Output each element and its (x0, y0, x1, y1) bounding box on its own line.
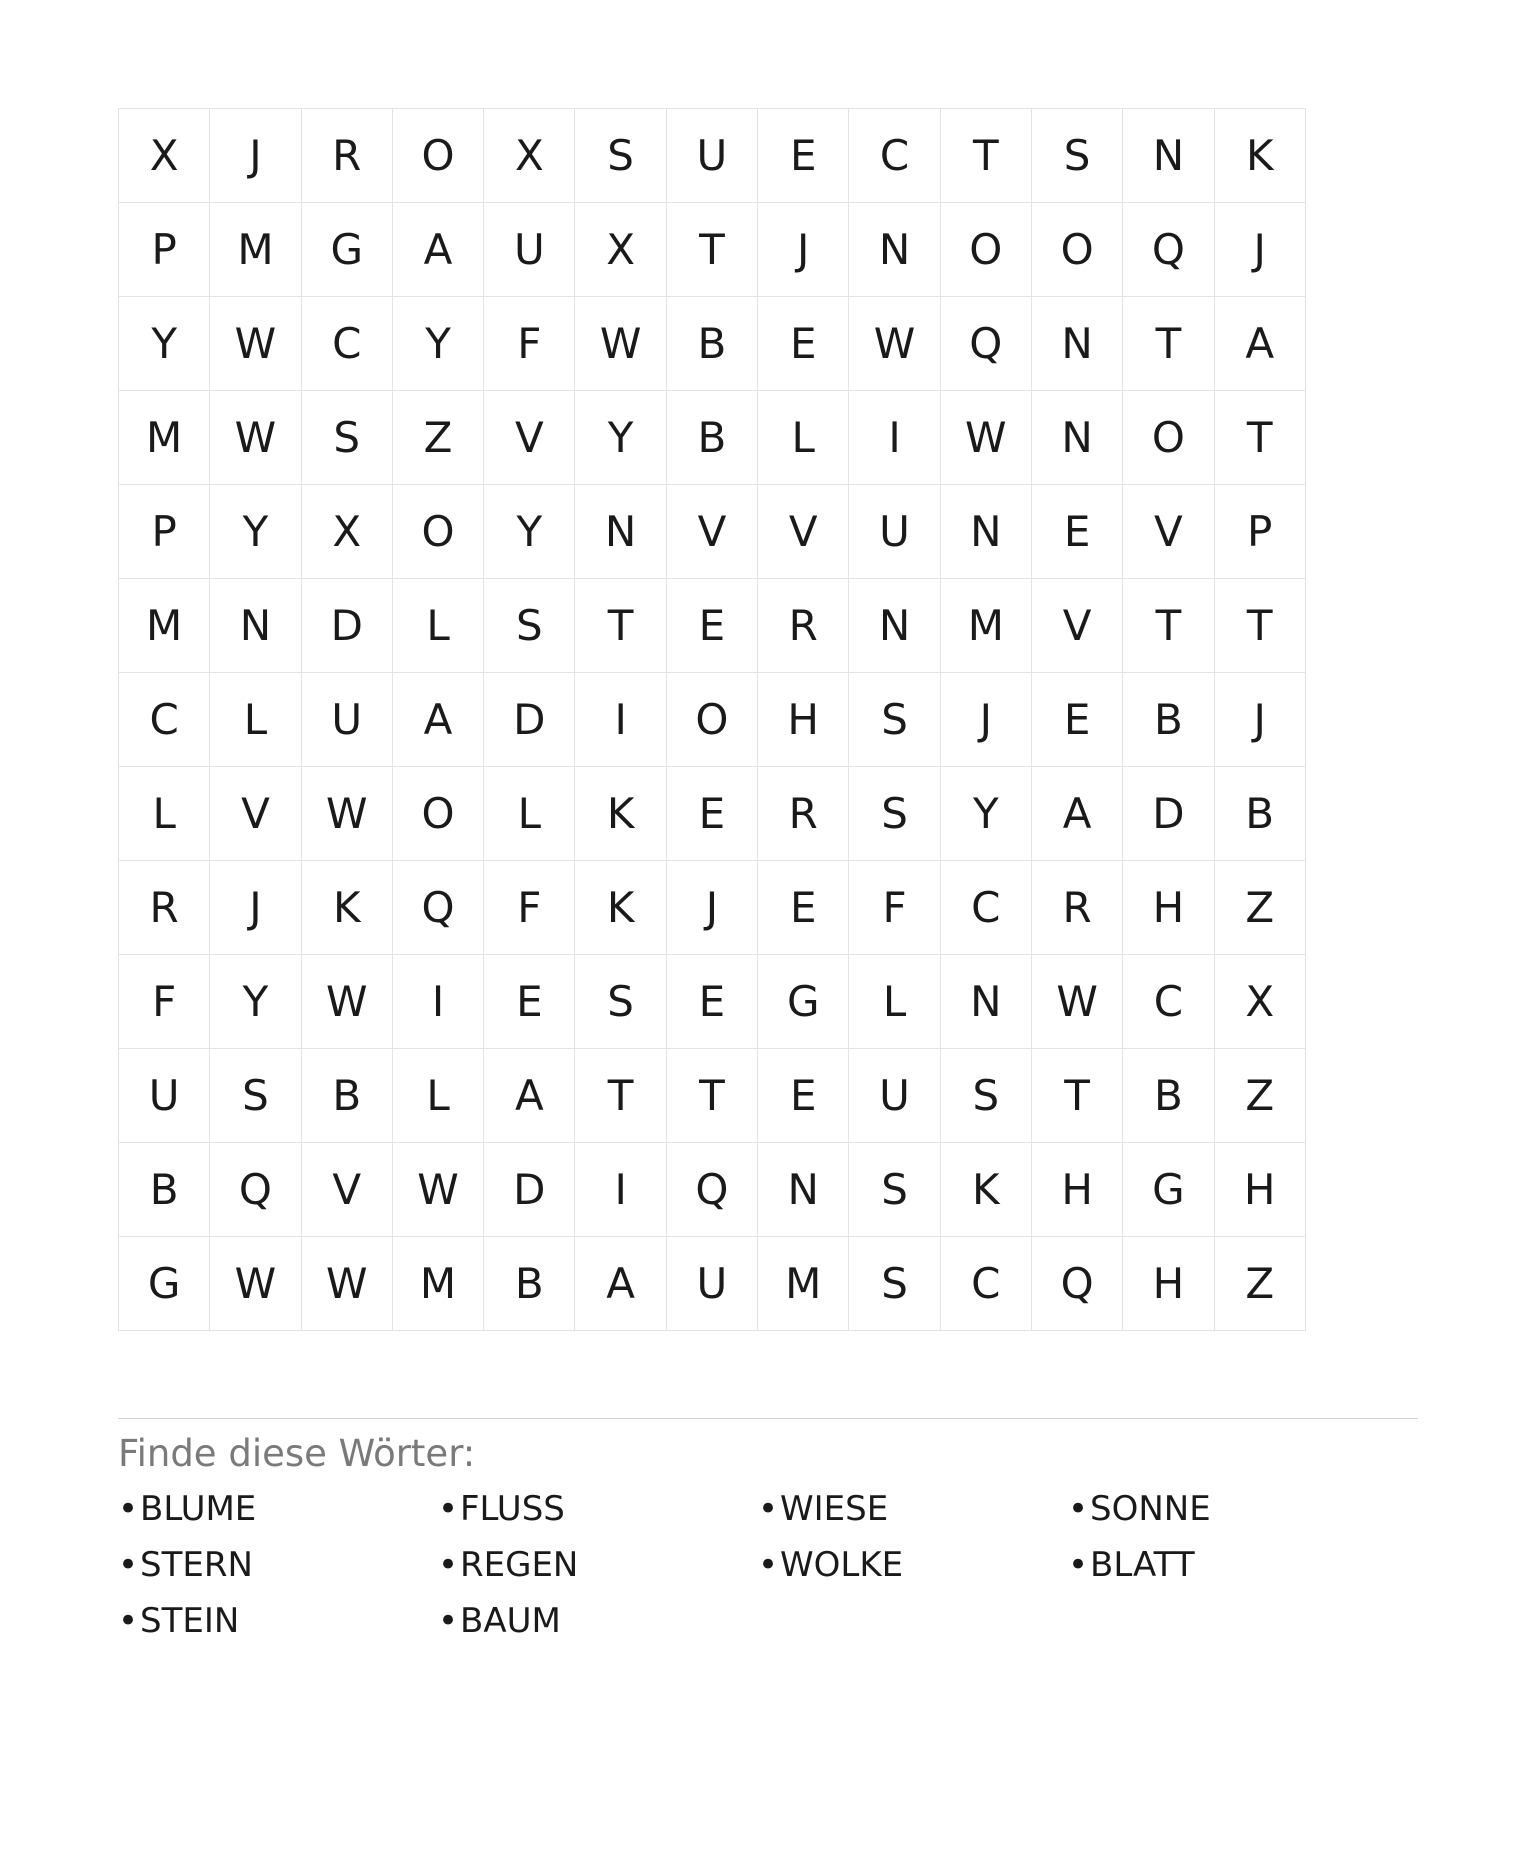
grid-cell[interactable]: M (210, 203, 301, 297)
grid-row (119, 1049, 1306, 1143)
word-list-item[interactable] (438, 1601, 578, 1641)
grid-cell[interactable]: D (484, 673, 575, 767)
grid-cell[interactable]: F (484, 861, 575, 955)
grid-cell[interactable]: H (1214, 1143, 1305, 1237)
grid-cell[interactable]: O (1031, 203, 1122, 297)
grid-row (119, 485, 1306, 579)
word-list-column (118, 1489, 257, 1660)
grid-row (119, 109, 1306, 203)
grid-cell[interactable]: H (1123, 1237, 1214, 1331)
letter-grid-container (118, 108, 1276, 1331)
bullet-icon: • (118, 1545, 139, 1585)
grid-cell[interactable]: U (849, 485, 940, 579)
grid-cell[interactable]: E (666, 767, 757, 861)
grid-cell[interactable]: J (210, 861, 301, 955)
grid-cell[interactable]: V (1123, 485, 1214, 579)
grid-cell[interactable]: I (392, 955, 483, 1049)
grid-cell[interactable]: Q (210, 1143, 301, 1237)
bullet-icon: • (758, 1489, 779, 1529)
grid-cell[interactable]: E (484, 955, 575, 1049)
word-list-column (1068, 1489, 1211, 1604)
grid-cell[interactable]: N (1031, 297, 1122, 391)
bullet-icon: • (118, 1601, 139, 1641)
grid-cell[interactable]: S (301, 391, 392, 485)
grid-row (119, 391, 1306, 485)
grid-cell[interactable]: J (1214, 203, 1305, 297)
word-label: BLATT (1090, 1545, 1195, 1585)
grid-cell[interactable]: A (1214, 297, 1305, 391)
grid-cell[interactable]: O (392, 109, 483, 203)
grid-cell[interactable]: M (119, 579, 210, 673)
grid-cell[interactable]: L (392, 579, 483, 673)
grid-cell[interactable]: Z (392, 391, 483, 485)
grid-cell[interactable]: S (940, 1049, 1031, 1143)
grid-cell[interactable]: B (1214, 767, 1305, 861)
grid-cell[interactable]: P (119, 485, 210, 579)
word-label: STEIN (140, 1601, 240, 1641)
grid-cell[interactable]: U (119, 1049, 210, 1143)
grid-cell[interactable]: S (1031, 109, 1122, 203)
word-list-item[interactable] (118, 1545, 256, 1585)
grid-cell[interactable]: S (849, 1143, 940, 1237)
grid-cell[interactable]: N (1031, 391, 1122, 485)
grid-cell[interactable]: B (484, 1237, 575, 1331)
grid-cell[interactable]: T (1123, 297, 1214, 391)
grid-cell[interactable]: M (758, 1237, 849, 1331)
grid-cell[interactable]: C (940, 861, 1031, 955)
grid-cell[interactable]: T (1214, 391, 1305, 485)
grid-cell[interactable]: B (119, 1143, 210, 1237)
grid-cell[interactable]: Y (210, 955, 301, 1049)
grid-cell[interactable]: N (210, 579, 301, 673)
grid-cell[interactable]: L (119, 767, 210, 861)
bullet-icon: • (118, 1489, 139, 1529)
grid-cell[interactable]: K (301, 861, 392, 955)
grid-cell[interactable]: E (666, 955, 757, 1049)
grid-cell[interactable]: Z (1214, 861, 1305, 955)
grid-cell[interactable]: T (666, 203, 757, 297)
grid-cell[interactable]: U (484, 203, 575, 297)
word-list-column (758, 1489, 904, 1604)
grid-cell[interactable]: Y (210, 485, 301, 579)
grid-cell[interactable]: J (1214, 673, 1305, 767)
grid-cell[interactable]: K (1214, 109, 1305, 203)
grid-cell[interactable]: Q (1123, 203, 1214, 297)
grid-cell[interactable]: P (119, 203, 210, 297)
grid-row (119, 1143, 1306, 1237)
grid-cell[interactable]: Q (1031, 1237, 1122, 1331)
grid-cell[interactable]: V (758, 485, 849, 579)
word-list-item[interactable] (438, 1545, 579, 1585)
grid-cell[interactable]: Y (940, 767, 1031, 861)
grid-cell[interactable]: O (666, 673, 757, 767)
grid-cell[interactable]: O (392, 767, 483, 861)
grid-cell[interactable]: H (758, 673, 849, 767)
bullet-icon: • (1068, 1489, 1089, 1529)
grid-row (119, 1237, 1306, 1331)
grid-row (119, 673, 1306, 767)
grid-cell[interactable]: O (940, 203, 1031, 297)
grid-cell[interactable]: Z (1214, 1237, 1305, 1331)
word-list-item[interactable] (758, 1489, 903, 1529)
grid-cell[interactable]: A (575, 1237, 666, 1331)
grid-row (119, 579, 1306, 673)
grid-cell[interactable]: N (940, 955, 1031, 1049)
grid-cell[interactable]: Y (575, 391, 666, 485)
grid-cell[interactable]: S (849, 1237, 940, 1331)
grid-cell[interactable]: R (758, 767, 849, 861)
grid-cell[interactable]: M (119, 391, 210, 485)
grid-cell[interactable]: L (484, 767, 575, 861)
grid-cell[interactable]: E (758, 1049, 849, 1143)
grid-cell[interactable]: H (1123, 861, 1214, 955)
grid-cell[interactable]: S (575, 109, 666, 203)
word-list-item[interactable] (118, 1489, 257, 1529)
grid-cell[interactable]: V (666, 485, 757, 579)
grid-cell[interactable]: T (575, 1049, 666, 1143)
grid-cell[interactable]: Y (119, 297, 210, 391)
grid-cell[interactable]: Q (392, 861, 483, 955)
grid-cell[interactable]: V (1031, 579, 1122, 673)
grid-cell[interactable]: R (758, 579, 849, 673)
word-label: SONNE (1090, 1489, 1211, 1529)
grid-cell[interactable]: T (1123, 579, 1214, 673)
grid-cell[interactable]: I (575, 1143, 666, 1237)
grid-cell[interactable]: J (758, 203, 849, 297)
grid-cell[interactable]: W (301, 1237, 392, 1331)
grid-row (119, 767, 1306, 861)
grid-cell[interactable]: S (849, 673, 940, 767)
grid-cell[interactable]: F (484, 297, 575, 391)
grid-cell[interactable]: E (666, 579, 757, 673)
grid-cell[interactable]: B (1123, 1049, 1214, 1143)
grid-cell[interactable]: L (758, 391, 849, 485)
grid-cell[interactable]: V (210, 767, 301, 861)
grid-cell[interactable]: C (301, 297, 392, 391)
grid-cell[interactable]: G (758, 955, 849, 1049)
grid-cell[interactable]: W (210, 391, 301, 485)
grid-cell[interactable]: S (484, 579, 575, 673)
grid-row (119, 955, 1306, 1049)
grid-cell[interactable]: A (1031, 767, 1122, 861)
grid-cell[interactable]: M (392, 1237, 483, 1331)
word-list-item[interactable] (758, 1545, 904, 1585)
grid-cell[interactable]: A (392, 673, 483, 767)
grid-cell[interactable]: D (484, 1143, 575, 1237)
grid-cell[interactable]: X (484, 109, 575, 203)
grid-row (119, 861, 1306, 955)
grid-cell[interactable]: T (575, 579, 666, 673)
word-label: BAUM (460, 1601, 561, 1641)
grid-cell[interactable]: W (301, 955, 392, 1049)
grid-cell[interactable]: R (301, 109, 392, 203)
grid-cell[interactable]: G (119, 1237, 210, 1331)
word-label: WOLKE (780, 1545, 904, 1585)
grid-cell[interactable]: B (301, 1049, 392, 1143)
grid-cell[interactable]: N (849, 203, 940, 297)
grid-cell[interactable]: S (575, 955, 666, 1049)
grid-cell[interactable]: E (758, 861, 849, 955)
grid-cell[interactable]: E (1031, 673, 1122, 767)
grid-cell[interactable]: K (575, 767, 666, 861)
grid-cell[interactable]: R (119, 861, 210, 955)
grid-cell[interactable]: Z (1214, 1049, 1305, 1143)
word-label: FLUSS (460, 1489, 565, 1529)
grid-cell[interactable]: B (666, 391, 757, 485)
letter-grid[interactable] (118, 108, 1306, 1331)
grid-cell[interactable]: X (575, 203, 666, 297)
grid-cell[interactable]: F (849, 861, 940, 955)
grid-cell[interactable]: N (1123, 109, 1214, 203)
bullet-icon: • (758, 1545, 779, 1585)
word-label: BLUME (140, 1489, 257, 1529)
grid-cell[interactable]: B (666, 297, 757, 391)
grid-cell[interactable]: U (666, 1237, 757, 1331)
grid-cell[interactable]: Y (484, 485, 575, 579)
grid-cell[interactable]: C (940, 1237, 1031, 1331)
grid-cell[interactable]: C (1123, 955, 1214, 1049)
grid-cell[interactable]: V (301, 1143, 392, 1237)
grid-cell[interactable]: J (210, 109, 301, 203)
grid-cell[interactable]: M (940, 579, 1031, 673)
grid-cell[interactable]: J (666, 861, 757, 955)
grid-cell[interactable]: B (1123, 673, 1214, 767)
word-label: WIESE (780, 1489, 889, 1529)
grid-cell[interactable]: N (849, 579, 940, 673)
grid-cell[interactable]: T (940, 109, 1031, 203)
grid-cell[interactable]: T (666, 1049, 757, 1143)
grid-cell[interactable]: H (1031, 1143, 1122, 1237)
word-list-item[interactable] (438, 1489, 578, 1529)
grid-cell[interactable]: X (119, 109, 210, 203)
grid-cell[interactable]: U (666, 109, 757, 203)
grid-cell[interactable]: L (392, 1049, 483, 1143)
grid-cell[interactable]: C (119, 673, 210, 767)
grid-cell[interactable]: W (940, 391, 1031, 485)
grid-cell[interactable]: R (1031, 861, 1122, 955)
grid-cell[interactable]: P (1214, 485, 1305, 579)
word-list-title: Finde diese Wörter: (118, 1432, 476, 1475)
grid-cell[interactable]: W (392, 1143, 483, 1237)
grid-cell[interactable]: W (575, 297, 666, 391)
grid-cell[interactable]: X (1214, 955, 1305, 1049)
grid-cell[interactable]: W (210, 1237, 301, 1331)
grid-cell[interactable]: E (758, 109, 849, 203)
grid-cell[interactable]: U (301, 673, 392, 767)
grid-cell[interactable]: N (575, 485, 666, 579)
grid-row (119, 203, 1306, 297)
grid-cell[interactable]: L (210, 673, 301, 767)
bullet-icon: • (1068, 1545, 1089, 1585)
grid-cell[interactable]: K (575, 861, 666, 955)
word-list-item[interactable] (1068, 1545, 1211, 1585)
grid-cell[interactable]: O (1123, 391, 1214, 485)
grid-cell[interactable]: U (849, 1049, 940, 1143)
grid-cell[interactable]: T (1214, 579, 1305, 673)
grid-cell[interactable]: I (575, 673, 666, 767)
grid-cell[interactable]: Y (392, 297, 483, 391)
grid-cell[interactable]: I (849, 391, 940, 485)
grid-cell[interactable]: K (940, 1143, 1031, 1237)
grid-cell[interactable]: D (1123, 767, 1214, 861)
grid-cell[interactable]: W (1031, 955, 1122, 1049)
section-divider (118, 1418, 1418, 1419)
word-list-column (438, 1489, 579, 1660)
grid-cell[interactable]: T (1031, 1049, 1122, 1143)
grid-cell[interactable]: W (301, 767, 392, 861)
grid-cell[interactable]: Q (666, 1143, 757, 1237)
grid-cell[interactable]: C (849, 109, 940, 203)
grid-cell[interactable]: S (210, 1049, 301, 1143)
grid-cell[interactable]: L (849, 955, 940, 1049)
grid-cell[interactable]: A (392, 203, 483, 297)
grid-cell[interactable]: N (940, 485, 1031, 579)
grid-row (119, 297, 1306, 391)
grid-cell[interactable]: X (301, 485, 392, 579)
word-list-item[interactable] (118, 1601, 256, 1641)
bullet-icon: • (438, 1489, 459, 1529)
grid-cell[interactable]: D (301, 579, 392, 673)
word-label: REGEN (460, 1545, 579, 1585)
grid-cell[interactable]: G (1123, 1143, 1214, 1237)
grid-cell[interactable]: Q (940, 297, 1031, 391)
grid-cell[interactable]: E (758, 297, 849, 391)
grid-cell[interactable]: S (849, 767, 940, 861)
grid-cell[interactable]: F (119, 955, 210, 1049)
grid-cell[interactable]: O (392, 485, 483, 579)
grid-cell[interactable]: J (940, 673, 1031, 767)
word-label: STERN (140, 1545, 253, 1585)
grid-cell[interactable]: G (301, 203, 392, 297)
word-list-item[interactable] (1068, 1489, 1211, 1529)
bullet-icon: • (438, 1601, 459, 1641)
grid-cell[interactable]: V (484, 391, 575, 485)
bullet-icon: • (438, 1545, 459, 1585)
grid-cell[interactable]: N (758, 1143, 849, 1237)
grid-cell[interactable]: E (1031, 485, 1122, 579)
grid-cell[interactable]: A (484, 1049, 575, 1143)
grid-cell[interactable]: W (210, 297, 301, 391)
grid-cell[interactable]: W (849, 297, 940, 391)
